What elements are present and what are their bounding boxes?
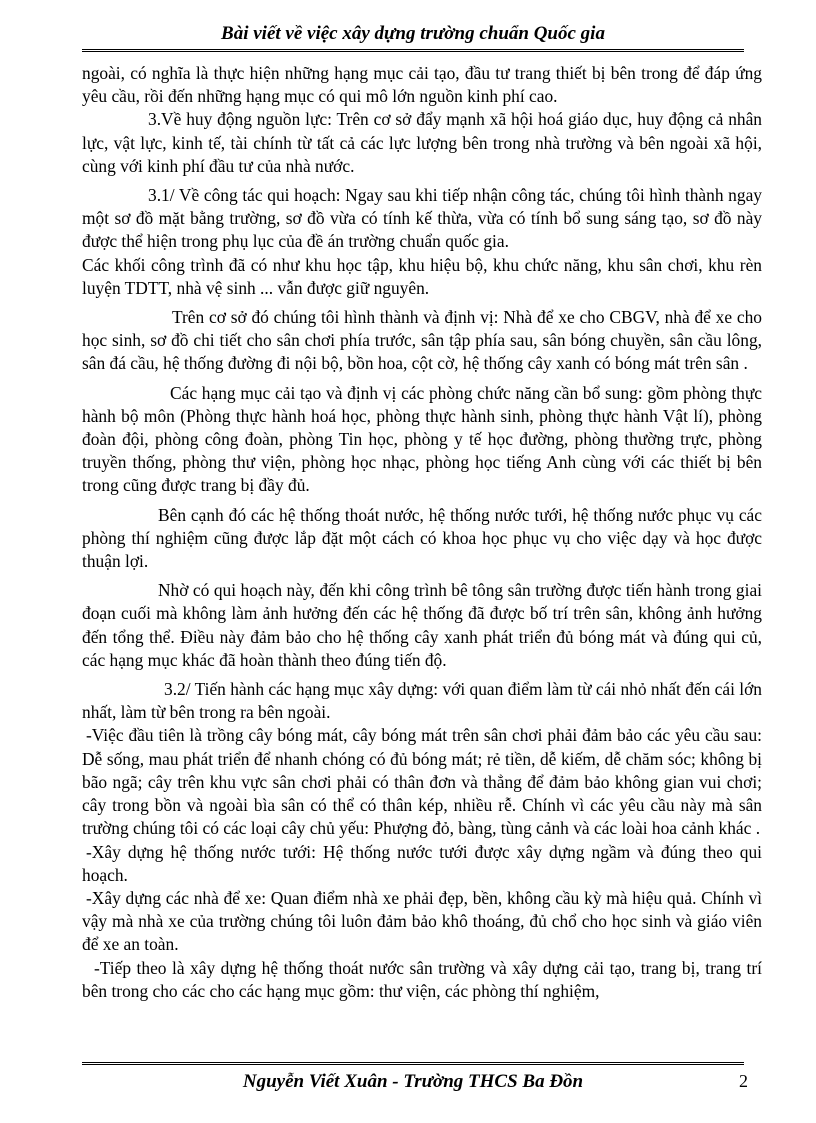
paragraph: ngoài, có nghĩa là thực hiện những hạng mục cải tạo, đầu tư trang thiết bị bên trong để đáp ứng yêu cầu, rồi đến những hạng mục có qui mô lớn nguồn kinh phí cao. — [82, 63, 762, 107]
paragraph: 3.1/ Về công tác qui hoạch: Ngay sau khi tiếp nhận công tác, chúng tôi hình thành ngay một sơ đồ mặt bằng trường, sơ đồ vừa có tính kế thừa, vừa có tính bổ sung sáng tạo, sơ đồ này được thể hiện trong phụ lục của đề án trường chuẩn quốc gia. — [82, 185, 762, 252]
paragraph: -Xây dựng các nhà để xe: Quan điểm nhà xe phải đẹp, bền, không cầu kỳ mà hiệu quả. Chính vì vậy mà nhà xe của trường chúng tôi luôn đảm bảo khô thoáng, đủ chổ cho học sinh và giáo viên để xe an toàn. — [82, 887, 762, 955]
page-footer — [82, 1062, 748, 1100]
footer-author: Nguyễn Viết Xuân - Trường THCS Ba Đồn — [242, 1071, 584, 1092]
paragraph: Các khối công trình đã có như khu học tập, khu hiệu bộ, khu chức năng, khu sân chơi, khu rèn luyện TDTT, nhà vệ sinh ... vẫn được giữ nguyên. — [82, 254, 762, 298]
paragraph: -Việc đầu tiên là trồng cây bóng mát, cây bóng mát trên sân chơi phải đảm bảo các yêu cầu sau: Dễ sống, mau phát triển để nhanh chóng có đủ bóng mát; rẻ tiền, dễ kiếm, dễ chăm sóc; không bị bão ngã; cây trên khu vực sân chơi phải có thân đơn và thẳng để đảm bảo không gian vui chơi; cây trong bồn và ngoài bìa sân có thể có thân kép, nhiều rễ. Chính vì các yêu cầu này mà sân trường chúng tôi có các loại cây chủ yếu: Phượng đỏ, bàng, tùng cảnh và các loài hoa cảnh khác . — [82, 725, 762, 839]
paragraph: -Xây dựng hệ thống nước tưới: Hệ thống nước tưới được xây dựng ngầm và đúng theo qui hoạch. — [82, 841, 762, 885]
page-header — [82, 22, 744, 52]
paragraph: -Tiếp theo là xây dựng hệ thống thoát nước sân trường và xây dựng cải tạo, trang bị, trang trí bên trong cho các cho các hạng mục gồm: thư viện, các phòng thí nghiệm, — [82, 957, 762, 1001]
paragraph: Trên cơ sở đó chúng tôi hình thành và định vị: Nhà để xe cho CBGV, nhà để xe cho học sinh, sơ đồ chi tiết cho sân chơi phía trước, sân tập phía sau, sân bóng chuyền, sân cầu lông, sân đá cầu, hệ thống đường đi nội bộ, bồn hoa, cột cờ, hệ thống cây xanh có bóng mát trên sân . — [82, 307, 762, 374]
page-number: 2 — [739, 1071, 748, 1091]
paragraph: Bên cạnh đó các hệ thống thoát nước, hệ thống nước tưới, hệ thống nước phục vụ các phòng thí nghiệm cũng được lắp đặt một cách có khoa học phục vụ cho việc dạy và học được thuận lợi. — [82, 504, 762, 572]
document-body — [82, 62, 762, 1003]
header-title: Bài viết về việc xây dựng trường chuẩn Quốc gia — [221, 23, 605, 44]
paragraph: 3.2/ Tiến hành các hạng mục xây dựng: với quan điểm làm từ cái nhỏ nhất đến cái lớn nhất, làm từ bên trong ra bên ngoài. — [82, 679, 762, 723]
paragraph: 3.Về huy động nguồn lực: Trên cơ sở đẩy mạnh xã hội hoá giáo dục, huy động cả nhân lực, vật lực, kinh tế, tài chính từ tất cả các lực lượng bên trong nhà trường và bên ngoài xã hội, cùng với kinh phí đầu tư của nhà nước. — [82, 109, 762, 176]
paragraph: Các hạng mục cải tạo và định vị các phòng chức năng cần bổ sung: gồm phòng thực hành bộ môn (Phòng thực hành hoá học, phòng thực hành sinh, phòng thực hành Vật lí), phòng đoàn đội, phòng công đoàn, phòng Tin học, phòng y tế học đường, phòng thường trực, phòng truyền thống, phòng thư viện, phòng học nhạc, phòng học tiếng Anh cùng với các thiết bị bên trong cũng được trang bị đầy đủ. — [82, 382, 762, 496]
paragraph: Nhờ có qui hoạch này, đến khi công trình bê tông sân trường được tiến hành trong giai đoạn cuối mà không làm ảnh hưởng đến các hệ thống đã được bố trí trên sân, không ảnh hưởng đến tổng thể. Điều này đảm bảo cho hệ thống cây xanh phát triển đủ bóng mát và đúng qui củ, các hạng mục khác đã hoàn thành theo đúng tiến độ. — [82, 580, 762, 670]
